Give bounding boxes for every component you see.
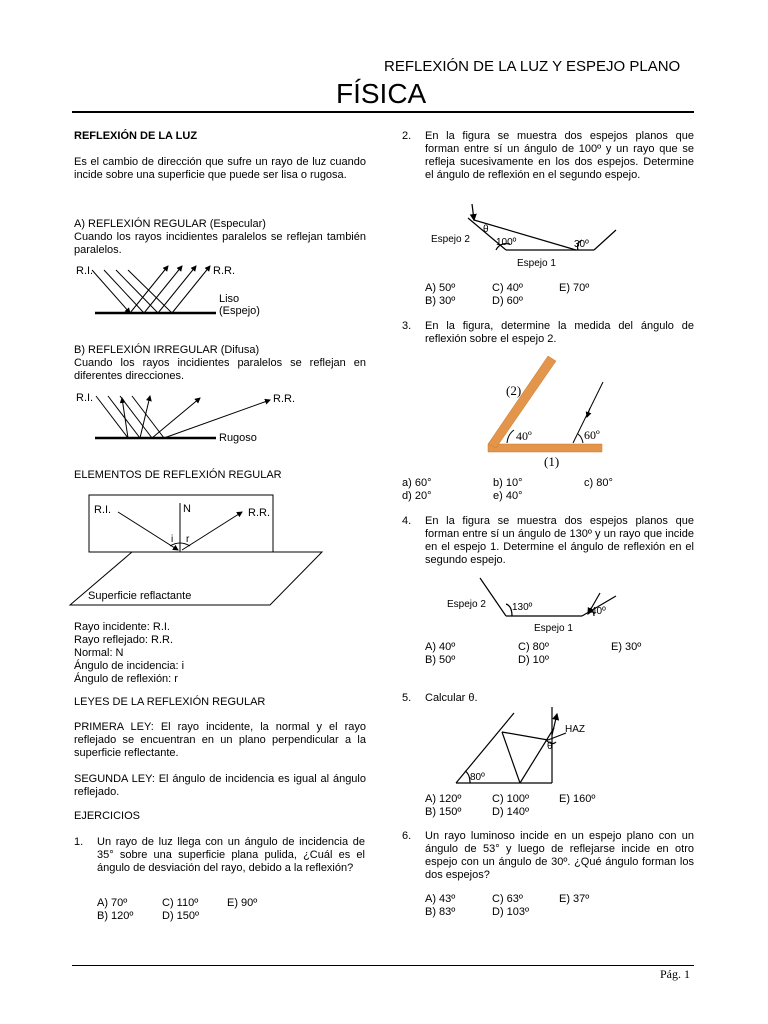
regular-text: Cuando los rayos incidientes paralelos se reflejan también paralelos. <box>74 231 366 256</box>
irregular-text: Cuando los rayos incidientes paralelos se reflejan en diferentes direcciones. <box>74 357 366 382</box>
question-number: 1. <box>74 836 84 848</box>
surface-rugoso-label: Rugoso <box>219 432 257 444</box>
document-subtitle: REFLEXIÓN DE LA LUZ Y ESPEJO PLANO <box>384 58 681 75</box>
footer-rule <box>72 965 694 966</box>
answer-option: C) 40º <box>492 282 523 294</box>
theta-label: θ <box>547 741 553 752</box>
question-text: Un rayo luminoso incide en un espejo plano con un ángulo de 53° y luego de reflejarse incide en otro espejo con un ángulo de 30º. ¿Qué ángulo forman los dos espejos? <box>425 830 694 881</box>
question-text: En la figura se muestra dos espejos planos que forman entre sí un ángulo de 100º y un rayo que se refleja sucesivamente en los dos espejos. Determine el ángulo de reflexión en el segundo espejo. <box>425 130 694 181</box>
answer-option: E) 90º <box>227 897 258 909</box>
question-text: Calcular θ. <box>425 692 478 704</box>
answer-option: D) 10º <box>518 654 549 666</box>
answer-option: E) 70º <box>559 282 590 294</box>
theta-label: θ <box>483 224 489 235</box>
angle-40-label: 40º <box>591 606 606 617</box>
regular-heading: A) REFLEXIÓN REGULAR (Especular) <box>74 218 266 230</box>
question-number: 3. <box>402 320 412 332</box>
second-law: SEGUNDA LEY: El ángulo de incidencia es igual al ángulo reflejado. <box>74 773 366 798</box>
angle-60-label: 60º <box>584 428 600 442</box>
irregular-heading: B) REFLEXIÓN IRREGULAR (Difusa) <box>74 344 260 356</box>
question-text: Un rayo de luz llega con un ángulo de incidencia de 35° sobre una superficie plana pulida, ¿Cuál es el ángulo de desviación del rayo, debido a la reflexión? <box>97 836 365 874</box>
answer-option: B) 30º <box>425 295 456 307</box>
mirror-2-marker: (2) <box>506 383 522 398</box>
answer-option: B) 120º <box>97 910 134 922</box>
answer-option: D) 60º <box>492 295 523 307</box>
answer-option: C) 110º <box>162 897 199 909</box>
surface-label: Superficie reflactante <box>88 590 192 602</box>
answer-option: C) 63º <box>492 893 523 905</box>
answer-option: e) 40° <box>493 490 523 502</box>
mirror-1-label: Espejo 1 <box>517 258 556 269</box>
element-item: Ángulo de reflexión: r <box>74 673 178 685</box>
regular-ri-label: R.I. <box>76 265 94 277</box>
answer-option: C) 80º <box>518 641 549 653</box>
answer-option: E) 30º <box>611 641 642 653</box>
angle-40-label: 40º <box>516 429 532 443</box>
answer-option: D) 103º <box>492 906 530 918</box>
answer-option <box>559 806 626 819</box>
answer-option: C) 100º <box>492 793 530 805</box>
irregular-ri-label: R.I. <box>76 392 94 404</box>
angle-80-label: 80º <box>470 772 485 783</box>
answer-option: A) 70º <box>97 897 128 909</box>
elements-normal-label: N <box>183 503 191 515</box>
answer-option: B) 150º <box>425 806 462 818</box>
reflection-angle-label: r <box>186 534 190 545</box>
answer-options <box>425 893 626 919</box>
answer-option: A) 120º <box>425 793 462 805</box>
surface-espejo-label: (Espejo) <box>219 305 260 317</box>
answer-option: D) 140º <box>492 806 530 818</box>
mirror-2-label: Espejo 2 <box>431 234 470 245</box>
question-number: 4. <box>402 515 412 527</box>
element-item: Rayo incidente: R.I. <box>74 621 170 633</box>
answer-option <box>559 906 626 919</box>
document-title: FÍSICA <box>336 78 427 109</box>
regular-rr-label: R.R. <box>213 265 235 277</box>
haz-label: HAZ <box>565 724 585 735</box>
first-law: PRIMERA LEY: El rayo incidente, la normal y el rayo reflejado se encuentran en un plano perpendicular a la superficie reflectante. <box>74 721 366 759</box>
surface-liso-label: Liso <box>219 293 240 305</box>
answer-options <box>425 793 626 819</box>
section-title: REFLEXIÓN DE LA LUZ <box>74 130 198 142</box>
angle-30-label: 30º <box>574 239 589 250</box>
element-item: Rayo reflejado: R.R. <box>74 634 174 646</box>
answer-option: A) 50º <box>425 282 456 294</box>
mirror-1-marker: (1) <box>544 454 560 469</box>
incidence-angle-label: i <box>171 534 174 545</box>
question-text: En la figura se muestra dos espejos planos que forman entre sí un ángulo de 130º y un rayo que incide en el espejo 1. Determine el ángulo de reflexión en el segundo espejo. <box>425 515 694 566</box>
answer-option: D) 150º <box>162 910 200 922</box>
question-number: 2. <box>402 130 412 142</box>
elements-rr-label: R.R. <box>248 507 270 519</box>
mirror-1-label: Espejo 1 <box>534 623 573 634</box>
answer-option: a) 60° <box>402 477 432 489</box>
element-item: Normal: N <box>74 647 124 659</box>
irregular-rr-label: R.R. <box>273 393 295 405</box>
element-item: Ángulo de incidencia: i <box>74 660 185 672</box>
question-text: En la figura, determine la medida del ángulo de reflexión sobre el espejo 2. <box>425 320 694 345</box>
answer-option: B) 83º <box>425 906 456 918</box>
mirror-2-label: Espejo 2 <box>447 599 486 610</box>
question-number: 6. <box>402 830 412 842</box>
elements-heading: ELEMENTOS DE REFLEXIÓN REGULAR <box>74 469 282 481</box>
angle-130-label: 130º <box>512 602 533 613</box>
exercises-heading: EJERCICIOS <box>74 810 141 822</box>
question-number: 5. <box>402 692 412 704</box>
angle-100-label: 100º <box>496 237 517 248</box>
answer-option: c) 80° <box>584 477 613 489</box>
answer-option: d) 20° <box>402 490 432 502</box>
elements-ri-label: R.I. <box>94 504 112 516</box>
page-number: Pág. 1 <box>660 967 690 981</box>
laws-heading: LEYES DE LA REFLEXIÓN REGULAR <box>74 696 266 708</box>
answer-option: B) 50º <box>425 654 456 666</box>
answer-option: E) 160º <box>559 793 596 805</box>
answer-option: A) 40º <box>425 641 456 653</box>
answer-option: A) 43º <box>425 893 456 905</box>
intro-text: Es el cambio de dirección que sufre un rayo de luz cuando incide sobre una superficie que puede ser lisa o rugosa. <box>74 156 366 181</box>
answer-option: E) 37º <box>559 893 590 905</box>
answer-option: b) 10° <box>493 477 523 489</box>
